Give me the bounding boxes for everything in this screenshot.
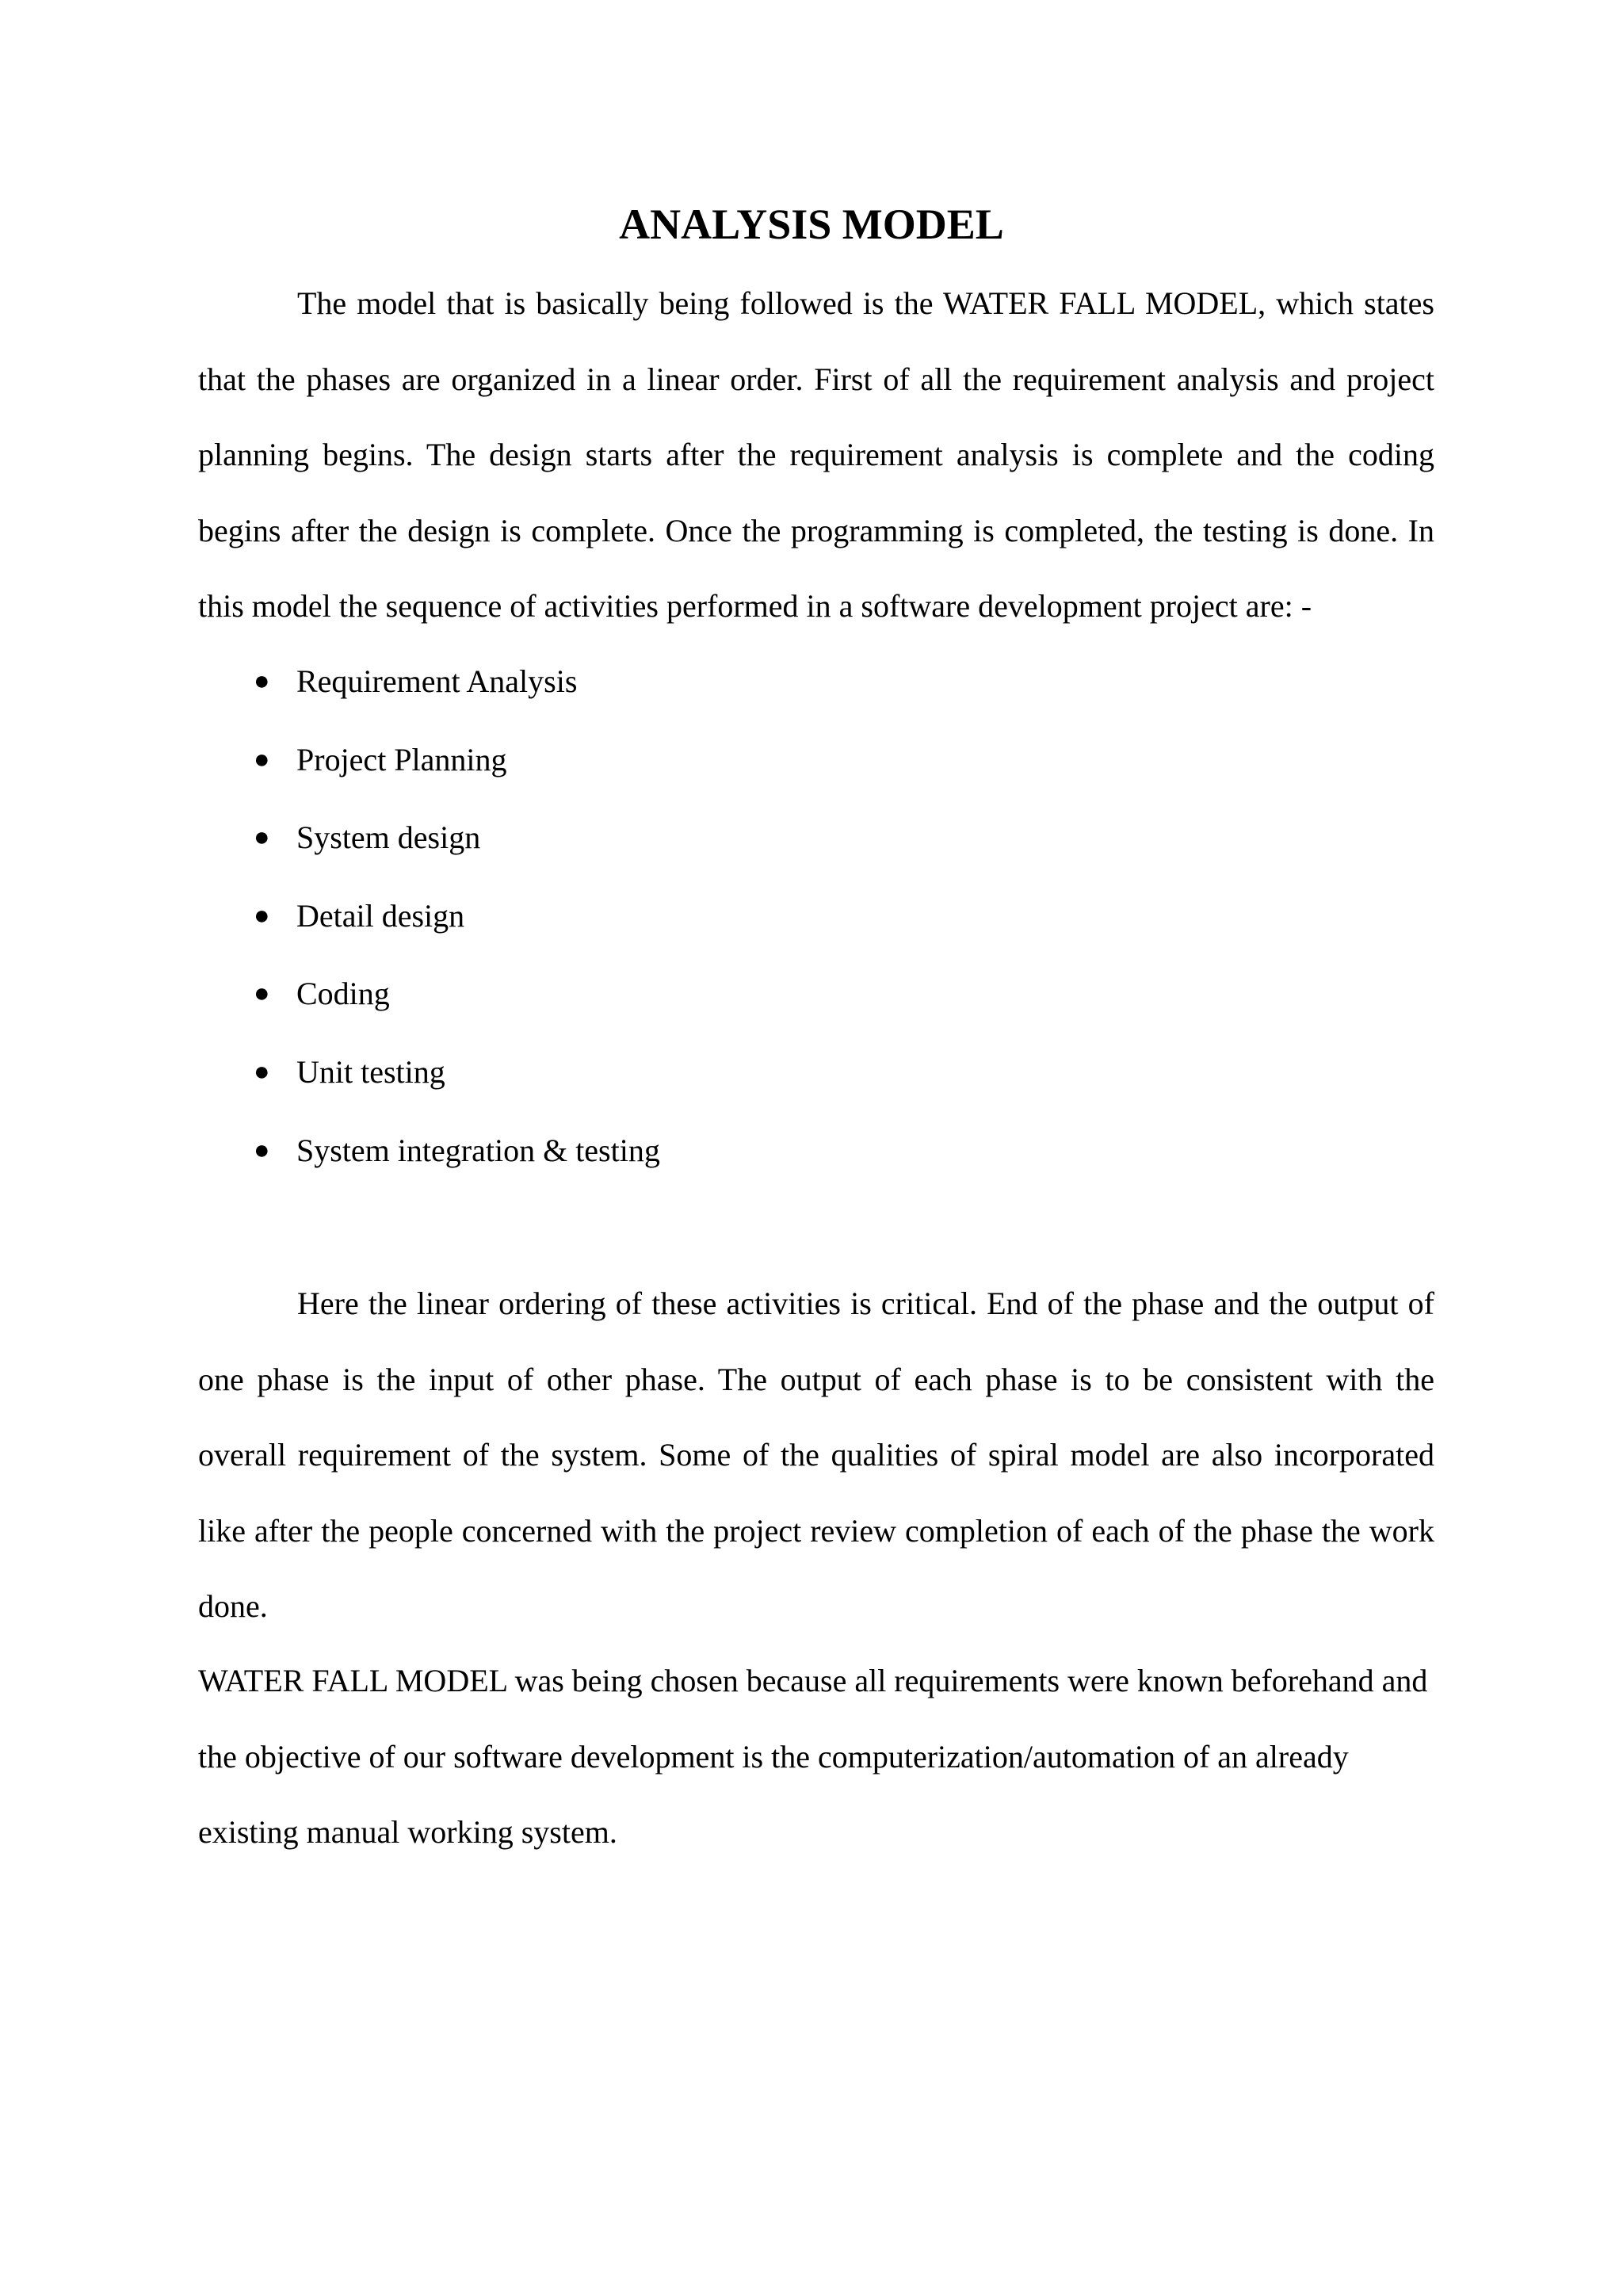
activities-list — [198, 643, 1434, 1190]
bullet-icon: ● — [254, 823, 270, 853]
list-item — [198, 643, 1434, 721]
list-item-label: Project Planning — [296, 741, 507, 777]
bullet-icon: ● — [254, 900, 270, 930]
ordering-paragraph: Here the linear ordering of these activities is critical. End of the phase and the output of one phase is the input of other phase. The output of each phase is to be consistent with the overall requirement of the system. Some of the qualities of spiral model are also incorporated like after the people concerned with the project review completion of each of the phase the work done. — [198, 1286, 1434, 1624]
list-item-label: Detail design — [296, 897, 465, 934]
bullet-icon: ● — [254, 979, 270, 1009]
bullet-icon: ● — [254, 744, 270, 774]
page-title: ANALYSIS MODEL — [619, 201, 1004, 248]
intro-paragraph: The model that is basically being followed is the WATER FALL MODEL, which states that the phases are organized in a linear order. First of all the requirement analysis and project planning begins. The design starts after the requirement analysis is complete and the coding begins after the design is complete. Once the programming is completed, the testing is done. In this model the sequence of activities performed in a software development project are: - — [198, 285, 1434, 624]
list-item — [198, 877, 1434, 956]
list-item — [198, 1112, 1434, 1190]
list-item — [198, 955, 1434, 1033]
list-item — [198, 1033, 1434, 1112]
list-item-label: Coding — [296, 976, 390, 1012]
list-item — [198, 721, 1434, 800]
bullet-icon: ● — [254, 667, 270, 696]
list-item-label: Requirement Analysis — [296, 663, 578, 699]
list-item-label: Unit testing — [296, 1053, 445, 1090]
conclusion-paragraph: WATER FALL MODEL was being chosen because all requirements were known beforehand and the objective of our software development is the computerization/automation of an already existing manual working system. — [198, 1663, 1428, 1850]
list-item-label: System design — [296, 819, 481, 856]
list-item — [198, 799, 1434, 877]
bullet-icon: ● — [254, 1135, 270, 1165]
list-item-label: System integration & testing — [296, 1132, 660, 1168]
bullet-icon: ● — [254, 1056, 270, 1087]
